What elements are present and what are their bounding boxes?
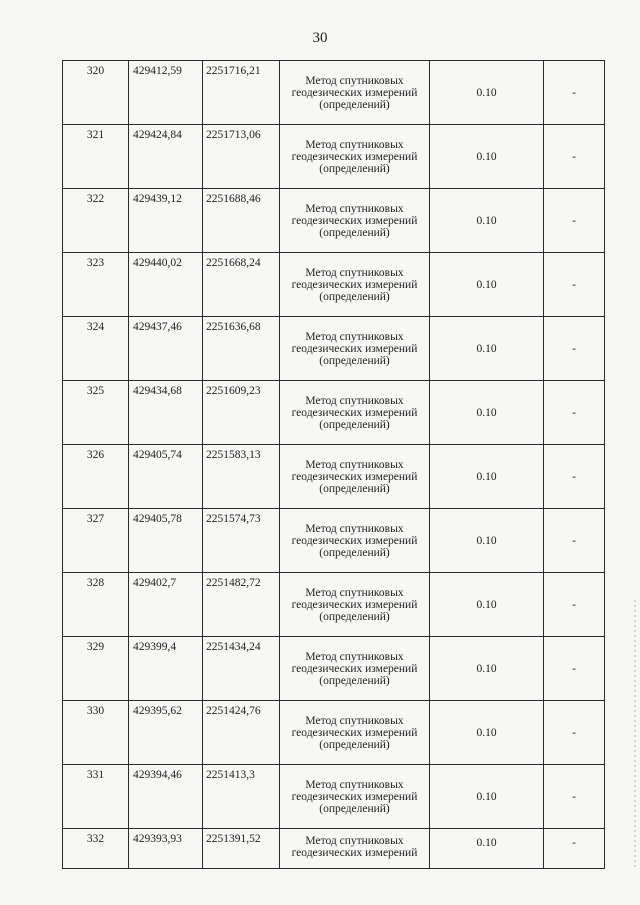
accuracy-cell: 0.10 — [430, 125, 544, 189]
table-row — [63, 573, 605, 637]
x-coordinate-cell: 429437,46 — [129, 317, 203, 381]
method-cell — [280, 125, 430, 189]
y-coordinate-cell: 2251609,23 — [203, 381, 280, 445]
method-line: (определений) — [319, 738, 390, 751]
accuracy-cell: 0.10 — [430, 701, 544, 765]
accuracy-cell: 0.10 — [430, 189, 544, 253]
method-cell — [280, 829, 430, 869]
method-line: геодезических измерений — [291, 662, 418, 675]
method-line: геодезических измерений — [291, 847, 418, 859]
method-line: геодезических измерений — [291, 598, 418, 611]
accuracy-cell: 0.10 — [430, 317, 544, 381]
table-row — [63, 253, 605, 317]
accuracy-cell: 0.10 — [430, 61, 544, 125]
table-row — [63, 829, 605, 869]
method-line: Метод спутниковых — [305, 586, 404, 599]
x-coordinate-cell: 429402,7 — [129, 573, 203, 637]
coordinates-table — [62, 60, 605, 869]
note-cell: - — [544, 381, 605, 445]
method-line: (определений) — [319, 802, 390, 815]
accuracy-cell: 0.10 — [430, 765, 544, 829]
x-coordinate-cell: 429405,74 — [129, 445, 203, 509]
note-cell: - — [544, 125, 605, 189]
scan-edge-mark — [634, 600, 636, 870]
x-coordinate-cell: 429399,4 — [129, 637, 203, 701]
method-line: Метод спутниковых — [305, 138, 404, 151]
y-coordinate-cell: 2251636,68 — [203, 317, 280, 381]
y-coordinate-cell: 2251583,13 — [203, 445, 280, 509]
table-body — [63, 61, 605, 869]
accuracy-cell: 0.10 — [430, 829, 544, 869]
method-cell — [280, 189, 430, 253]
table-row — [63, 381, 605, 445]
method-line: Метод спутниковых — [305, 394, 404, 407]
method-cell — [280, 701, 430, 765]
method-line: (определений) — [319, 610, 390, 623]
point-number-cell: 330 — [63, 701, 129, 765]
point-number-cell: 324 — [63, 317, 129, 381]
method-line: геодезических измерений — [291, 726, 418, 739]
note-cell: - — [544, 701, 605, 765]
method-line: Метод спутниковых — [305, 202, 404, 215]
method-line: геодезических измерений — [291, 214, 418, 227]
point-number-cell: 329 — [63, 637, 129, 701]
table-row — [63, 701, 605, 765]
y-coordinate-cell: 2251434,24 — [203, 637, 280, 701]
table-row — [63, 509, 605, 573]
x-coordinate-cell: 429412,59 — [129, 61, 203, 125]
note-cell: - — [544, 509, 605, 573]
y-coordinate-cell: 2251391,52 — [203, 829, 280, 869]
point-number-cell: 323 — [63, 253, 129, 317]
method-line: Метод спутниковых — [305, 778, 404, 791]
method-line: Метод спутниковых — [305, 650, 404, 663]
method-line: геодезических измерений — [291, 406, 418, 419]
note-cell: - — [544, 61, 605, 125]
method-line: (определений) — [319, 546, 390, 559]
method-cell — [280, 253, 430, 317]
point-number-cell: 332 — [63, 829, 129, 869]
accuracy-cell: 0.10 — [430, 509, 544, 573]
method-line: (определений) — [319, 226, 390, 239]
method-line: геодезических измерений — [291, 278, 418, 291]
method-line: геодезических измерений — [291, 86, 418, 99]
point-number-cell: 328 — [63, 573, 129, 637]
y-coordinate-cell: 2251713,06 — [203, 125, 280, 189]
method-line: Метод спутниковых — [305, 458, 404, 471]
x-coordinate-cell: 429434,68 — [129, 381, 203, 445]
x-coordinate-cell: 429440,02 — [129, 253, 203, 317]
method-line: геодезических измерений — [291, 790, 418, 803]
note-cell: - — [544, 317, 605, 381]
method-cell — [280, 317, 430, 381]
table-row — [63, 637, 605, 701]
method-line: геодезических измерений — [291, 342, 418, 355]
table-row — [63, 445, 605, 509]
method-line: Метод спутниковых — [305, 522, 404, 535]
method-cell — [280, 573, 430, 637]
page-number: 30 — [312, 30, 328, 46]
y-coordinate-cell: 2251668,24 — [203, 253, 280, 317]
method-line: геодезических измерений — [291, 470, 418, 483]
method-line: Метод спутниковых — [305, 835, 404, 847]
note-cell: - — [544, 573, 605, 637]
accuracy-cell: 0.10 — [430, 253, 544, 317]
point-number-cell: 326 — [63, 445, 129, 509]
note-cell: - — [544, 253, 605, 317]
point-number-cell: 322 — [63, 189, 129, 253]
method-line: (определений) — [319, 674, 390, 687]
y-coordinate-cell: 2251482,72 — [203, 573, 280, 637]
method-line: (определений) — [319, 162, 390, 175]
y-coordinate-cell: 2251688,46 — [203, 189, 280, 253]
y-coordinate-cell: 2251716,21 — [203, 61, 280, 125]
method-cell — [280, 765, 430, 829]
method-line: Метод спутниковых — [305, 266, 404, 279]
table-row — [63, 765, 605, 829]
point-number-cell: 331 — [63, 765, 129, 829]
table-row — [63, 125, 605, 189]
table-row — [63, 189, 605, 253]
y-coordinate-cell: 2251424,76 — [203, 701, 280, 765]
method-line: Метод спутниковых — [305, 330, 404, 343]
method-line: Метод спутниковых — [305, 74, 404, 87]
x-coordinate-cell: 429405,78 — [129, 509, 203, 573]
x-coordinate-cell: 429424,84 — [129, 125, 203, 189]
method-line: геодезических измерений — [291, 534, 418, 547]
table-row — [63, 317, 605, 381]
method-cell — [280, 445, 430, 509]
method-line: (определений) — [319, 482, 390, 495]
method-line: (определений) — [319, 98, 390, 111]
method-cell — [280, 509, 430, 573]
accuracy-cell: 0.10 — [430, 381, 544, 445]
y-coordinate-cell: 2251574,73 — [203, 509, 280, 573]
x-coordinate-cell: 429394,46 — [129, 765, 203, 829]
accuracy-cell: 0.10 — [430, 637, 544, 701]
note-cell: - — [544, 765, 605, 829]
method-line: геодезических измерений — [291, 150, 418, 163]
accuracy-cell: 0.10 — [430, 445, 544, 509]
method-cell — [280, 381, 430, 445]
method-line: (определений) — [319, 418, 390, 431]
point-number-cell: 321 — [63, 125, 129, 189]
method-line: (определений) — [319, 290, 390, 303]
method-line: Метод спутниковых — [305, 714, 404, 727]
y-coordinate-cell: 2251413,3 — [203, 765, 280, 829]
x-coordinate-cell: 429393,93 — [129, 829, 203, 869]
method-cell — [280, 61, 430, 125]
table-row — [63, 61, 605, 125]
accuracy-cell: 0.10 — [430, 573, 544, 637]
method-line: (определений) — [319, 354, 390, 367]
method-cell — [280, 637, 430, 701]
x-coordinate-cell: 429439,12 — [129, 189, 203, 253]
note-cell: - — [544, 189, 605, 253]
point-number-cell: 325 — [63, 381, 129, 445]
note-cell: - — [544, 829, 605, 869]
x-coordinate-cell: 429395,62 — [129, 701, 203, 765]
note-cell: - — [544, 445, 605, 509]
note-cell: - — [544, 637, 605, 701]
point-number-cell: 327 — [63, 509, 129, 573]
point-number-cell: 320 — [63, 61, 129, 125]
